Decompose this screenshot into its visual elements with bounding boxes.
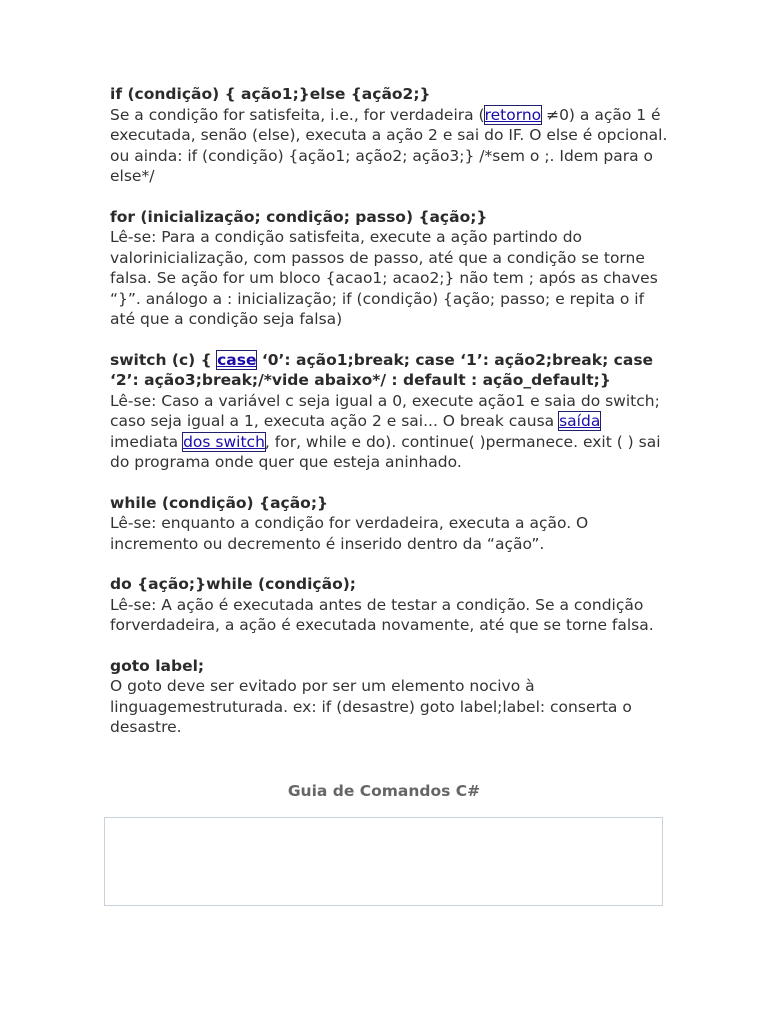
- section-heading: while (condição) {ação;}: [110, 493, 329, 512]
- link-retorno[interactable]: retorno: [484, 105, 542, 124]
- body-text: Lê-se: Caso a variável c seja igual a 0, execute ação1 e saia do switch; caso seja igual a 1, executa ação 2 e sai... O break causa: [110, 391, 660, 430]
- guide-title: Guia de Comandos C#: [287, 782, 481, 800]
- section-heading: goto label;: [110, 656, 205, 675]
- section-heading: do {ação;}while (condição);: [110, 575, 356, 593]
- section-for: [110, 207, 670, 330]
- section-body: O goto deve ser evitado por ser um elemento nocivo à linguagemestruturada. ex: if (desastre) goto label;label: conserta o desastre.: [110, 677, 632, 736]
- section-body: [110, 391, 670, 473]
- heading-text: ‘0’: ação1;break; case ‘1’: ação2;break; case ‘2’: ação3;break;/*vide abaixo*/ : default : ação_default;}: [110, 350, 654, 389]
- section-do-while: [110, 574, 670, 636]
- body-text: , for, while e do). continue( )permanece. exit ( ) sai do programa onde quer que esteja aninhado.: [110, 432, 661, 471]
- embedded-content-box[interactable]: [104, 817, 663, 906]
- section-body: Lê-se: Para a condição satisfeita, execute a ação partindo do valorinicialização, com passos de passo, até que a condição se torne falsa. Se ação for um bloco {acao1; acao2;} não tem ; após as chaves “}”. análogo a : inicialização; if (condição) {ação; passo; e repita o if até que a condição seja falsa): [110, 228, 658, 328]
- section-body: Lê-se: enquanto a condição for verdadeira, executa a ação. O incremento ou decremento é inserido dentro da “ação”.: [110, 514, 589, 553]
- section-heading: [110, 350, 670, 391]
- section-heading: if (condição) { ação1;}else {ação2;}: [110, 85, 431, 103]
- body-text: Se a condição for satisfeita, i.e., for verdadeira (: [110, 105, 485, 124]
- body-text: ≠0) a ação 1 é executada, senão (else), executa a ação 2 e sai do IF. O else é opcional. ou ainda: if (condição) {ação1; ação2; ação3;} /*sem o ;. Idem para o else*/: [110, 105, 668, 185]
- section-goto: [110, 656, 670, 738]
- article-content: [110, 84, 670, 758]
- section-body: Lê-se: A ação é executada antes de testar a condição. Se a condição forverdadeira, a ação é executada novamente, até que se torne falsa.: [110, 595, 654, 634]
- section-while: [110, 493, 670, 555]
- section-if-else: [110, 84, 670, 187]
- section-switch: [110, 350, 670, 473]
- section-body: [110, 105, 670, 187]
- section-heading: for (inicialização; condição; passo) {ação;}: [110, 207, 488, 226]
- link-dos-switch[interactable]: dos switch: [183, 432, 265, 451]
- body-text: imediata: [110, 432, 184, 451]
- link-saida[interactable]: saída: [559, 412, 601, 430]
- heading-text: switch (c) {: [110, 350, 218, 369]
- link-case[interactable]: case: [217, 350, 257, 369]
